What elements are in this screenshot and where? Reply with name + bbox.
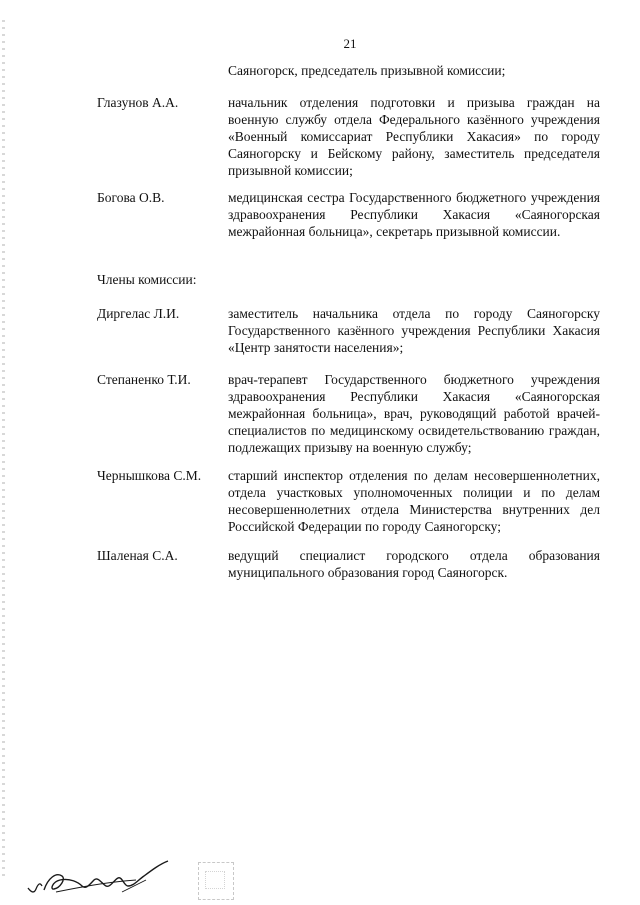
entry-description: начальник отделения подготовки и призыва граждан на военную службу отдела Федерального казённого учреждения «Военный комиссариат Республики Хакасия» по городу Саяногорску и Бейскому району, заместитель председателя призывной комиссии;: [228, 95, 600, 178]
member-description: заместитель начальника отдела по городу Саяногорску Государственного казённого учреждения Республики Хакасия «Центр занятости населения»;: [228, 306, 600, 355]
entry-description: медицинская сестра Государственного бюджетного учреждения здравоохранения Республики Хакасия «Саяногорская межрайонная больница», секретарь призывной комиссии.: [228, 190, 600, 239]
entry-name: Глазунов А.А.: [97, 95, 179, 110]
faint-stamp-mark: [198, 862, 234, 900]
continuation-line: Саяногорск, председатель призывной комиссии;: [228, 63, 506, 78]
handwritten-signature: [26, 858, 176, 903]
member-name: Степаненко Т.И.: [97, 372, 191, 387]
members-heading: Члены комиссии:: [97, 272, 197, 287]
scan-margin-marks: [2, 20, 5, 880]
member-description: ведущий специалист городского отдела образования муниципального образования город Саяногорск.: [228, 548, 600, 580]
member-name: Чернышкова С.М.: [97, 468, 202, 483]
member-name: Диргелас Л.И.: [97, 306, 180, 321]
member-description: старший инспектор отделения по делам несовершеннолетних, отдела участковых уполномоченных полиции и по делам несовершеннолетних отдела Министерства внутренних дел Российской Федерации по городу Саяногорску;: [228, 468, 600, 534]
page-number: 21: [343, 36, 357, 51]
member-description: врач-терапевт Государственного бюджетного учреждения здравоохранения Республики Хакасия «Саяногорская межрайонная больница», врач, руководящий работой врачей-специалистов по медицинскому освидетельствованию граждан, подлежащих призыву на военную службу;: [228, 372, 600, 455]
entry-name: Богова О.В.: [97, 190, 165, 205]
member-name: Шаленая С.А.: [97, 548, 178, 563]
